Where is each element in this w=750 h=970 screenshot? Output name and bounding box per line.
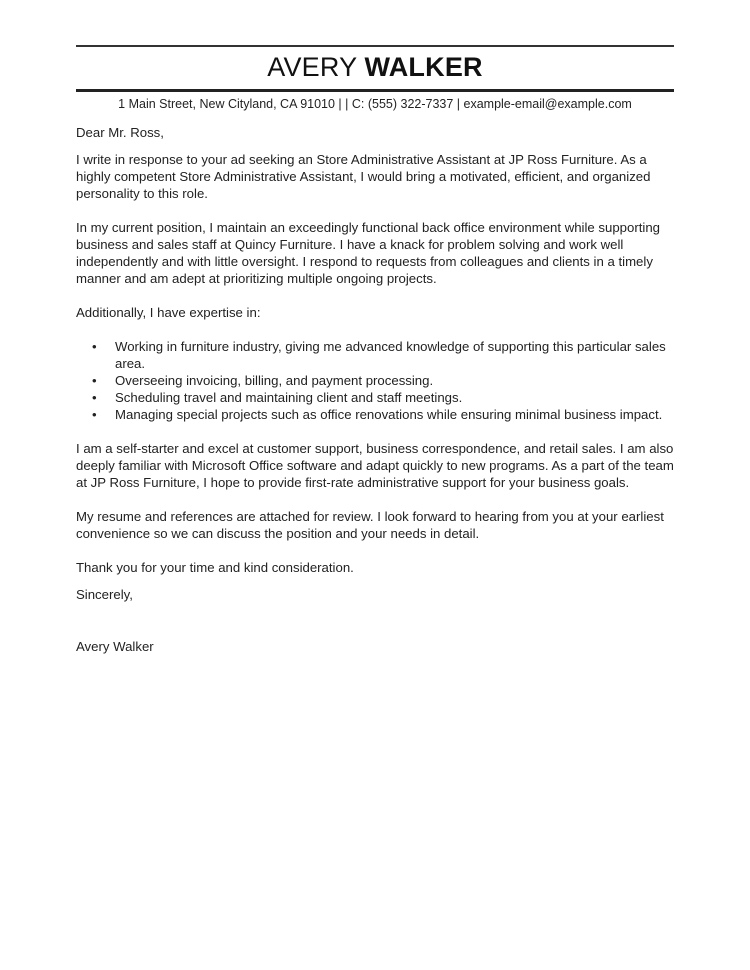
bullet-icon: •: [92, 373, 97, 388]
list-item-text: Managing special projects such as office renovations while ensuring minimal business impact.: [115, 407, 663, 422]
salutation: Dear Mr. Ross,: [76, 125, 164, 140]
thanks-line: Thank you for your time and kind consideration.: [76, 560, 354, 575]
list-item: [76, 338, 676, 372]
expertise-intro: Additionally, I have expertise in:: [76, 305, 261, 320]
list-item: [76, 406, 676, 423]
bullet-icon: •: [92, 339, 97, 354]
paragraph-current-position: In my current position, I maintain an exceedingly functional back office environment while supporting business and sales staff at Quincy Furniture. I have a knack for problem solving and work well independently and with little oversight. I respond to requests from colleagues and clients in a timely manner and am adept at prioritizing multiple ongoing projects.: [76, 220, 660, 286]
last-name: WALKER: [364, 52, 483, 82]
list-item-text: Working in furniture industry, giving me advanced knowledge of supporting this particular sales area.: [115, 339, 666, 371]
letter-body: [76, 124, 676, 655]
list-item: [76, 389, 676, 406]
contact-line: 1 Main Street, New Cityland, CA 91010 | | C: (555) 322-7337 | example-email@example.com: [118, 97, 632, 111]
paragraph-skills: I am a self-starter and excel at customer support, business correspondence, and retail sales. I am also deeply familiar with Microsoft Office software and adapt quickly to new programs. As a part of the team at JP Ross Furniture, I hope to provide first-rate administrative support for your business goals.: [76, 441, 674, 490]
list-item-text: Scheduling travel and maintaining client and staff meetings.: [115, 390, 463, 405]
bullet-icon: •: [92, 390, 97, 405]
header-bottom-rule: [76, 89, 674, 92]
signature: Avery Walker: [76, 639, 154, 654]
bullet-icon: •: [92, 407, 97, 422]
expertise-list: [76, 338, 676, 423]
applicant-name: [76, 52, 674, 83]
list-item: [76, 372, 676, 389]
list-item-text: Overseeing invoicing, billing, and payment processing.: [115, 373, 434, 388]
header-top-rule: [76, 45, 674, 47]
paragraph-references: My resume and references are attached for review. I look forward to hearing from you at your earliest convenience so we can discuss the position and your needs in detail.: [76, 509, 664, 541]
closing: Sincerely,: [76, 587, 133, 602]
first-name: AVERY: [267, 52, 357, 82]
paragraph-intro: I write in response to your ad seeking an Store Administrative Assistant at JP Ross Furniture. As a highly competent Store Administrative Assistant, I would bring a motivated, efficient, and organized personality to this role.: [76, 152, 651, 201]
